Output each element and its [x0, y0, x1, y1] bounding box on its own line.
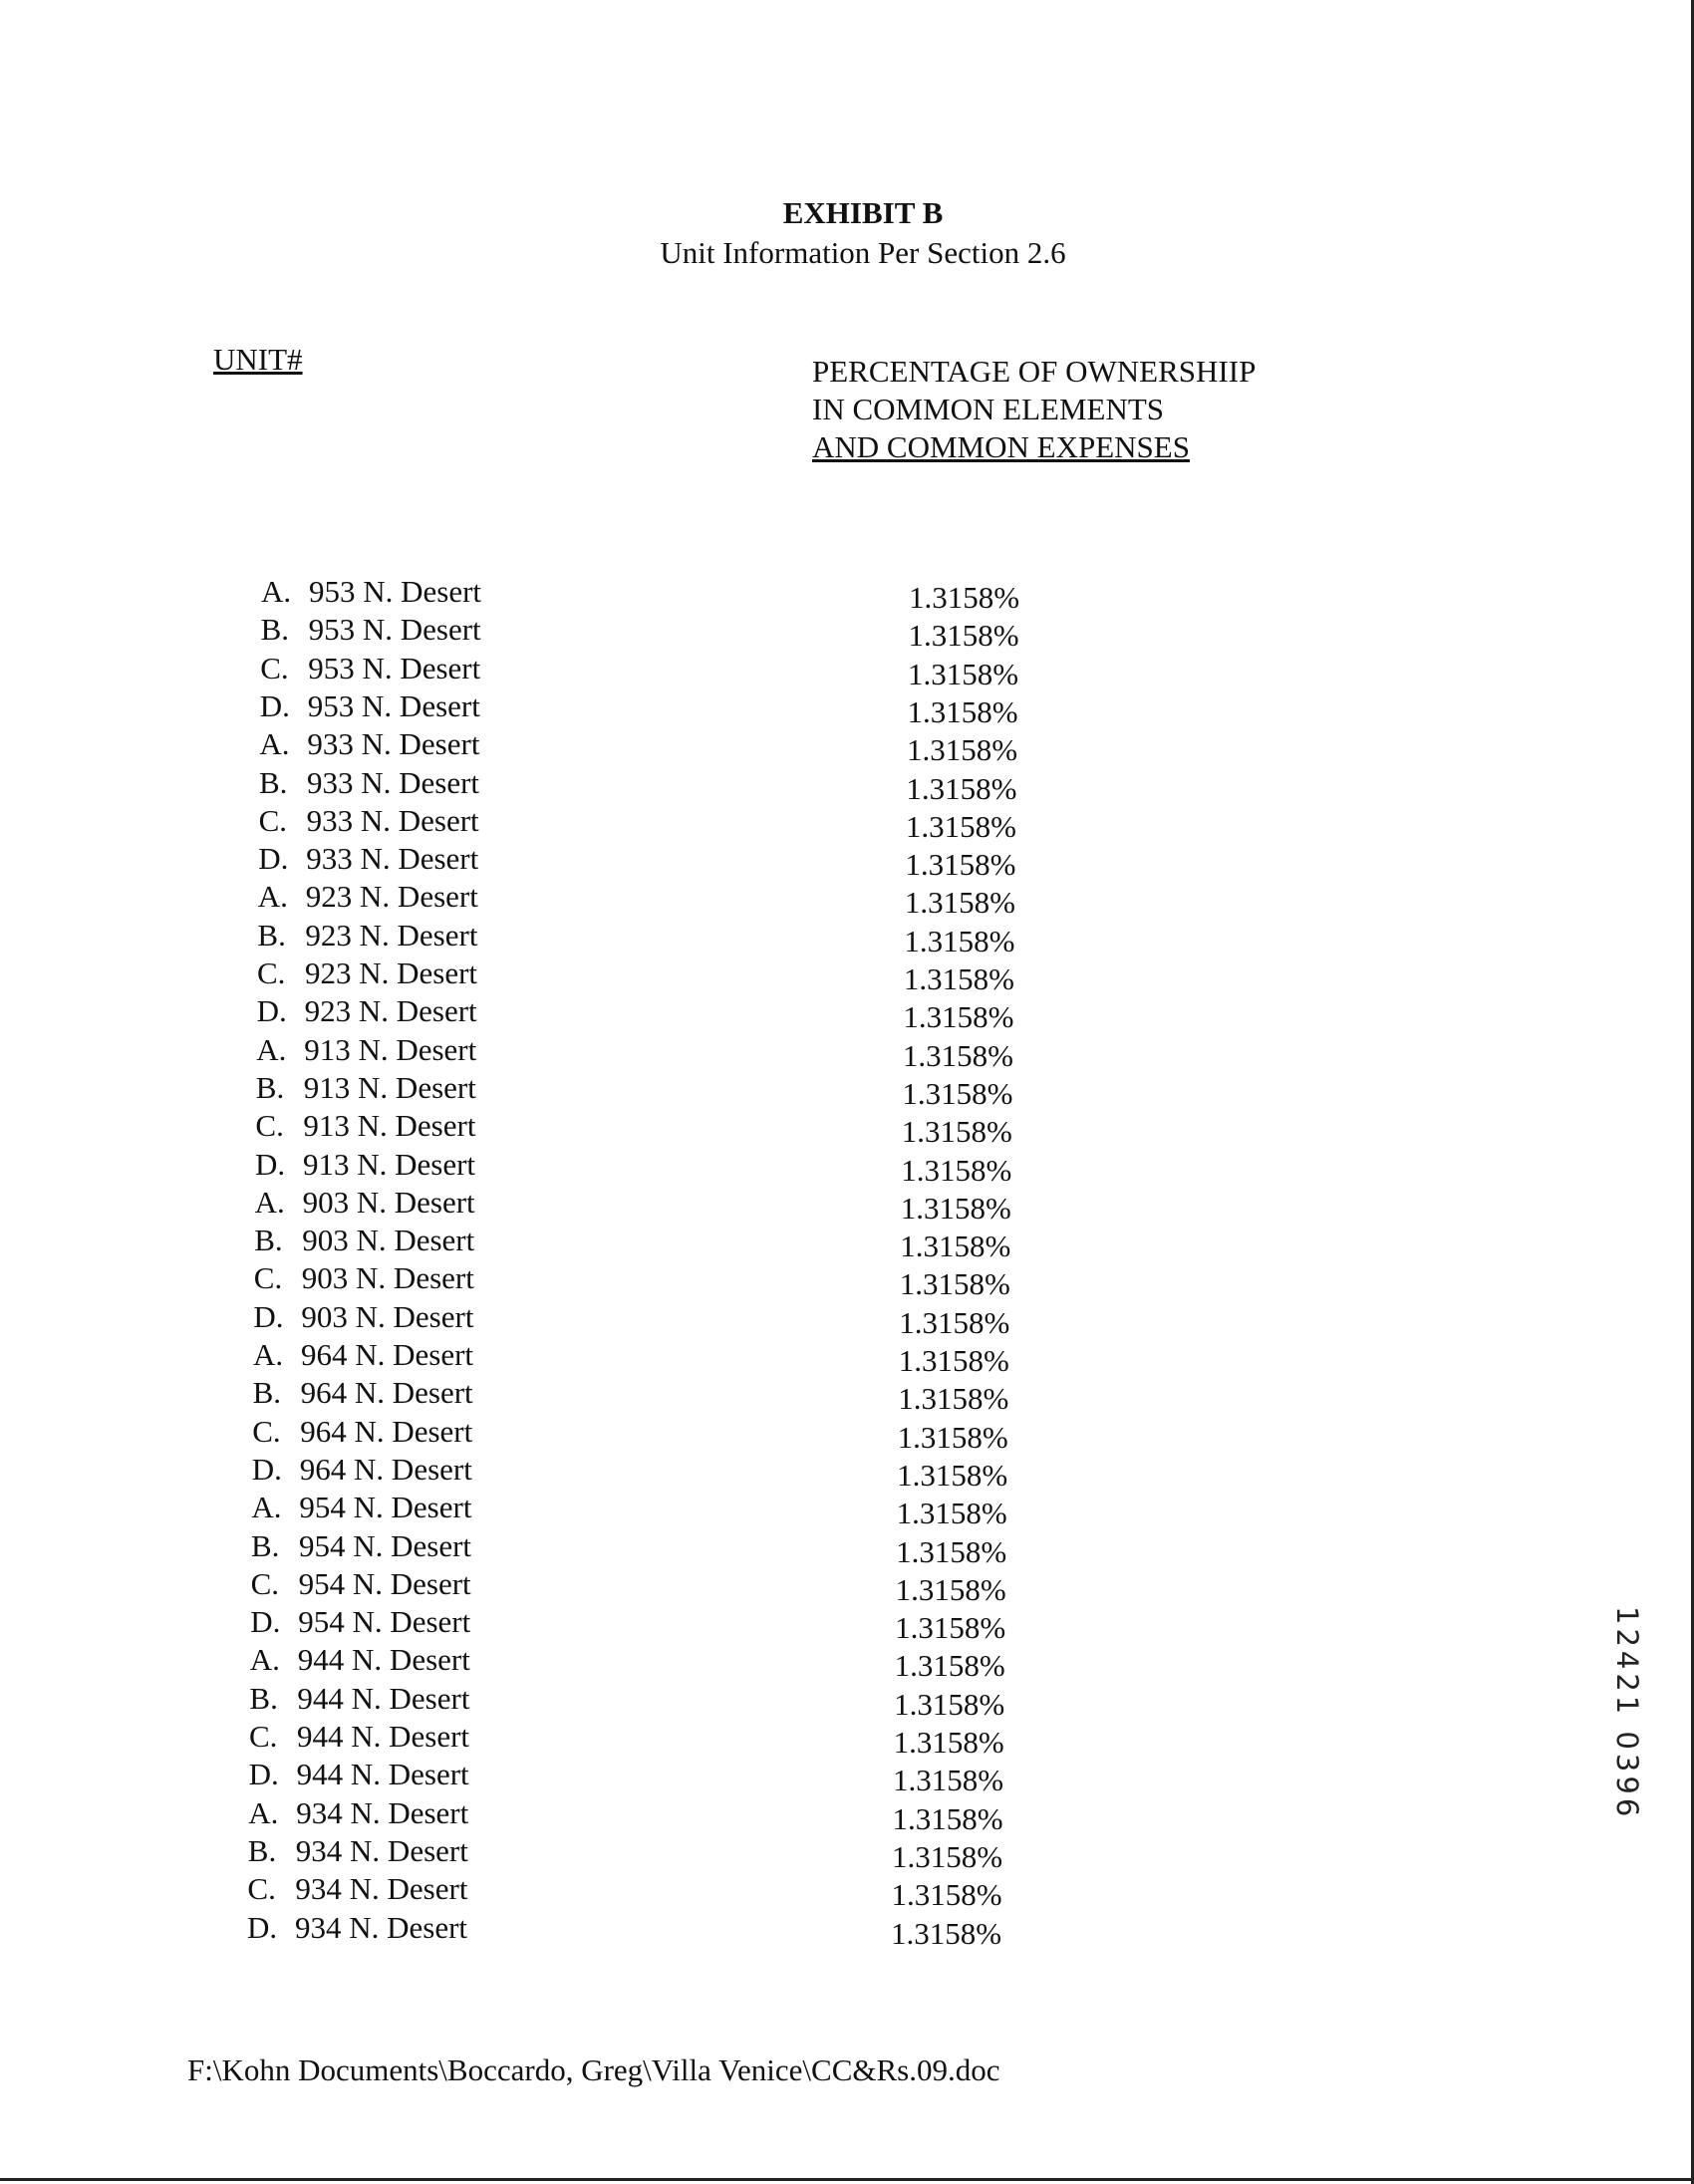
unit-designation — [258, 879, 478, 915]
unit-designation — [258, 841, 478, 877]
unit-designation — [256, 1070, 476, 1106]
ownership-percentage: 1.3158% — [895, 1571, 1006, 1607]
unit-designation — [253, 1337, 473, 1373]
unit-designation — [250, 1604, 470, 1640]
unit-designation — [249, 1719, 469, 1755]
unit-letter: A. — [256, 1031, 287, 1067]
unit-designation — [256, 1032, 476, 1068]
ownership-percentage: 1.3158% — [893, 1763, 1004, 1798]
exhibit-subtitle: Unit Information Per Section 2.6 — [660, 235, 1066, 270]
unit-row — [0, 1375, 1694, 1417]
ownership-percentage: 1.3158% — [893, 1725, 1004, 1760]
percentage-column-header — [812, 353, 1256, 466]
unit-letter: C. — [258, 802, 288, 838]
unit-address: 933 N. Desert — [307, 764, 480, 800]
unit-designation — [251, 1566, 471, 1602]
unit-address: 923 N. Desert — [304, 993, 477, 1029]
unit-address: 964 N. Desert — [300, 1375, 473, 1411]
unit-row — [0, 1909, 1694, 1951]
ownership-percentage: 1.3158% — [904, 885, 1015, 921]
unit-address: 954 N. Desert — [299, 1527, 472, 1563]
unit-letter: B. — [249, 1680, 278, 1716]
ownership-percentage: 1.3158% — [902, 1037, 1013, 1073]
unit-address: 954 N. Desert — [299, 1490, 472, 1525]
ownership-percentage: 1.3158% — [898, 1343, 1009, 1378]
ownership-percentage: 1.3158% — [892, 1838, 1003, 1874]
unit-address: 934 N. Desert — [295, 1832, 468, 1868]
unit-designation — [248, 1795, 468, 1831]
unit-row — [0, 1298, 1694, 1340]
unit-row — [0, 956, 1694, 996]
ownership-percentage: 1.3158% — [907, 693, 1018, 729]
unit-letter: D. — [256, 993, 287, 1029]
unit-designation — [259, 803, 479, 839]
unit-letter: D. — [250, 1604, 281, 1640]
ownership-percentage: 1.3158% — [898, 1381, 1009, 1417]
unit-address: 964 N. Desert — [301, 1337, 474, 1372]
percentage-header-line-2: IN COMMON ELEMENTS — [812, 392, 1165, 426]
unit-designation — [261, 612, 481, 648]
ownership-percentage: 1.3158% — [899, 1266, 1010, 1302]
unit-letter: B. — [252, 1375, 282, 1411]
unit-designation — [251, 1490, 471, 1525]
unit-letter: A. — [248, 1794, 279, 1830]
unit-row — [0, 1451, 1694, 1493]
unit-address: 913 N. Desert — [303, 1108, 476, 1144]
unit-address: 953 N. Desert — [308, 612, 481, 648]
unit-designation — [248, 1833, 468, 1869]
ownership-percentage: 1.3158% — [907, 656, 1019, 691]
unit-row — [0, 1604, 1694, 1646]
side-stamp-number — [1606, 1606, 1646, 1875]
unit-address: 944 N. Desert — [297, 1719, 470, 1754]
unit-row — [0, 1642, 1694, 1684]
unit-designation — [259, 765, 479, 801]
unit-row — [0, 1413, 1694, 1455]
unit-row — [0, 1069, 1694, 1111]
unit-row — [0, 1527, 1694, 1569]
unit-letter: D. — [255, 1146, 286, 1182]
unit-designation — [260, 688, 480, 724]
unit-address: 913 N. Desert — [304, 1031, 477, 1067]
unit-letter: B. — [259, 764, 288, 800]
unit-designation — [249, 1681, 469, 1717]
unit-letter: A. — [251, 1490, 282, 1525]
unit-row — [0, 993, 1694, 1035]
unit-letter: D. — [248, 1757, 279, 1792]
unit-address: 933 N. Desert — [306, 802, 479, 838]
unit-row — [0, 1031, 1694, 1073]
unit-letter: D. — [259, 687, 290, 723]
ownership-percentage: 1.3158% — [902, 1075, 1013, 1111]
ownership-percentage: 1.3158% — [909, 580, 1020, 615]
ownership-percentage: 1.3158% — [906, 732, 1018, 768]
unit-address: 903 N. Desert — [302, 1184, 475, 1220]
unit-row — [0, 612, 1694, 654]
unit-address: 913 N. Desert — [303, 1146, 476, 1182]
ownership-percentage: 1.3158% — [905, 808, 1016, 844]
unit-designation — [247, 1910, 467, 1946]
unit-designation — [247, 1871, 467, 1907]
unit-address: 933 N. Desert — [306, 841, 479, 877]
unit-letter: B. — [247, 1832, 277, 1868]
unit-row — [0, 1184, 1694, 1226]
unit-address: 903 N. Desert — [301, 1260, 474, 1296]
unit-letter: B. — [254, 1223, 283, 1258]
unit-designation — [261, 574, 481, 610]
unit-designation — [255, 1185, 475, 1221]
unit-row — [0, 918, 1694, 956]
ownership-percentage: 1.3158% — [891, 1915, 1002, 1951]
page-edge-bottom — [0, 2178, 1694, 2181]
ownership-percentage: 1.3158% — [899, 1304, 1010, 1340]
ownership-percentage: 1.3158% — [894, 1648, 1005, 1684]
unit-letter: B. — [251, 1527, 280, 1563]
unit-address: 934 N. Desert — [295, 1871, 468, 1907]
unit-row — [0, 1260, 1694, 1302]
unit-row — [0, 879, 1694, 921]
unit-address: 944 N. Desert — [297, 1642, 470, 1678]
unit-letter: C. — [252, 1413, 281, 1449]
unit-letter: C. — [247, 1871, 276, 1907]
exhibit-title: EXHIBIT B — [782, 195, 944, 230]
unit-designation — [252, 1414, 472, 1450]
unit-letter: A. — [249, 1642, 280, 1678]
ownership-percentage: 1.3158% — [897, 1457, 1008, 1493]
unit-row — [0, 1146, 1694, 1188]
unit-designation — [257, 956, 477, 991]
unit-row — [0, 1757, 1694, 1798]
unit-letter: B. — [260, 612, 290, 648]
unit-designation — [259, 726, 479, 762]
unit-designation — [252, 1452, 472, 1488]
unit-letter: C. — [250, 1565, 280, 1601]
ownership-percentage: 1.3158% — [894, 1686, 1005, 1722]
unit-address: 923 N. Desert — [305, 917, 478, 953]
unit-row — [0, 1680, 1694, 1722]
unit-address: 944 N. Desert — [296, 1757, 469, 1792]
ownership-percentage: 1.3158% — [896, 1533, 1007, 1569]
unit-designation — [253, 1299, 473, 1335]
unit-address: 964 N. Desert — [299, 1451, 472, 1487]
unit-address: 913 N. Desert — [303, 1069, 476, 1105]
unit-address: 964 N. Desert — [300, 1413, 473, 1449]
ownership-percentage: 1.3158% — [900, 1190, 1011, 1226]
unit-designation — [250, 1642, 470, 1678]
unit-letter: A. — [253, 1337, 284, 1372]
ownership-percentage: 1.3158% — [891, 1877, 1002, 1913]
percentage-header-line-1: PERCENTAGE OF OWNERSHIIP — [812, 354, 1257, 389]
unit-letter: B. — [257, 917, 286, 953]
unit-letter: D. — [247, 1909, 278, 1945]
unit-address: 934 N. Desert — [295, 1909, 468, 1945]
unit-row — [0, 1832, 1694, 1874]
ownership-percentage: 1.3158% — [895, 1610, 1006, 1646]
unit-designation — [253, 1375, 473, 1411]
unit-letter: B. — [255, 1069, 285, 1105]
unit-row — [0, 726, 1694, 768]
ownership-percentage: 1.3158% — [904, 923, 1015, 958]
footer-file-path: F:\Kohn Documents\Boccardo, Greg\Villa Venice\CC&Rs.09.doc — [187, 2052, 1000, 2087]
unit-designation — [251, 1528, 471, 1564]
ownership-percentage: 1.3158% — [892, 1800, 1003, 1836]
unit-address: 944 N. Desert — [297, 1680, 470, 1716]
unit-row — [0, 841, 1694, 883]
ownership-percentage: 1.3158% — [908, 618, 1019, 654]
unit-letter: C. — [257, 956, 286, 990]
ownership-percentage: 1.3158% — [903, 999, 1014, 1035]
unit-row — [0, 574, 1694, 615]
ownership-percentage: 1.3158% — [906, 770, 1017, 806]
unit-address: 903 N. Desert — [302, 1223, 475, 1258]
ownership-percentage: 1.3158% — [900, 1228, 1011, 1264]
unit-row — [0, 650, 1694, 691]
unit-address: 953 N. Desert — [308, 650, 481, 685]
unit-address: 954 N. Desert — [298, 1565, 471, 1601]
unit-address: 954 N. Desert — [298, 1604, 471, 1640]
unit-designation — [260, 651, 480, 686]
ownership-percentage: 1.3158% — [903, 961, 1014, 996]
side-stamp-text: 12421 0396 — [1610, 1606, 1644, 1821]
ownership-percentage: 1.3158% — [897, 1419, 1008, 1455]
unit-designation — [255, 1147, 475, 1183]
unit-row — [0, 1490, 1694, 1531]
unit-row — [0, 687, 1694, 729]
unit-designation — [249, 1757, 469, 1792]
unit-letter: D. — [251, 1451, 282, 1487]
ownership-percentage: 1.3158% — [901, 1114, 1012, 1150]
unit-address: 923 N. Desert — [305, 956, 478, 990]
unit-row — [0, 1719, 1694, 1760]
unit-letter: C. — [260, 650, 289, 685]
unit-designation — [257, 918, 477, 954]
unit-row — [0, 1794, 1694, 1836]
ownership-percentage: 1.3158% — [896, 1496, 1007, 1531]
unit-designation — [254, 1260, 474, 1296]
unit-letter: A. — [261, 574, 292, 609]
unit-letter: D. — [253, 1298, 284, 1334]
unit-address: 934 N. Desert — [296, 1794, 469, 1830]
unit-row — [0, 1223, 1694, 1264]
unit-row — [0, 1108, 1694, 1150]
unit-row — [0, 1871, 1694, 1913]
unit-letter: C. — [253, 1260, 283, 1296]
unit-row — [0, 1565, 1694, 1607]
unit-designation — [257, 993, 477, 1029]
unit-letter: A. — [257, 879, 288, 915]
unit-letter: C. — [255, 1108, 284, 1144]
unit-letter: A. — [254, 1184, 285, 1220]
ownership-percentage: 1.3158% — [901, 1152, 1012, 1188]
unit-row — [0, 764, 1694, 806]
unit-address: 923 N. Desert — [305, 879, 478, 915]
ownership-percentage: 1.3158% — [905, 847, 1016, 883]
unit-row — [0, 1337, 1694, 1378]
unit-address: 953 N. Desert — [307, 687, 480, 723]
unit-address: 933 N. Desert — [307, 726, 480, 762]
percentage-header-line-3: AND COMMON EXPENSES — [812, 429, 1190, 464]
unit-address: 903 N. Desert — [301, 1298, 474, 1334]
unit-designation — [254, 1223, 474, 1258]
unit-designation — [255, 1108, 475, 1144]
unit-letter: C. — [249, 1719, 278, 1754]
unit-letter: A. — [259, 726, 290, 762]
unit-letter: D. — [258, 841, 289, 877]
unit-address: 953 N. Desert — [309, 574, 482, 609]
unit-column-header: UNIT# — [213, 342, 303, 377]
unit-row — [0, 802, 1694, 844]
